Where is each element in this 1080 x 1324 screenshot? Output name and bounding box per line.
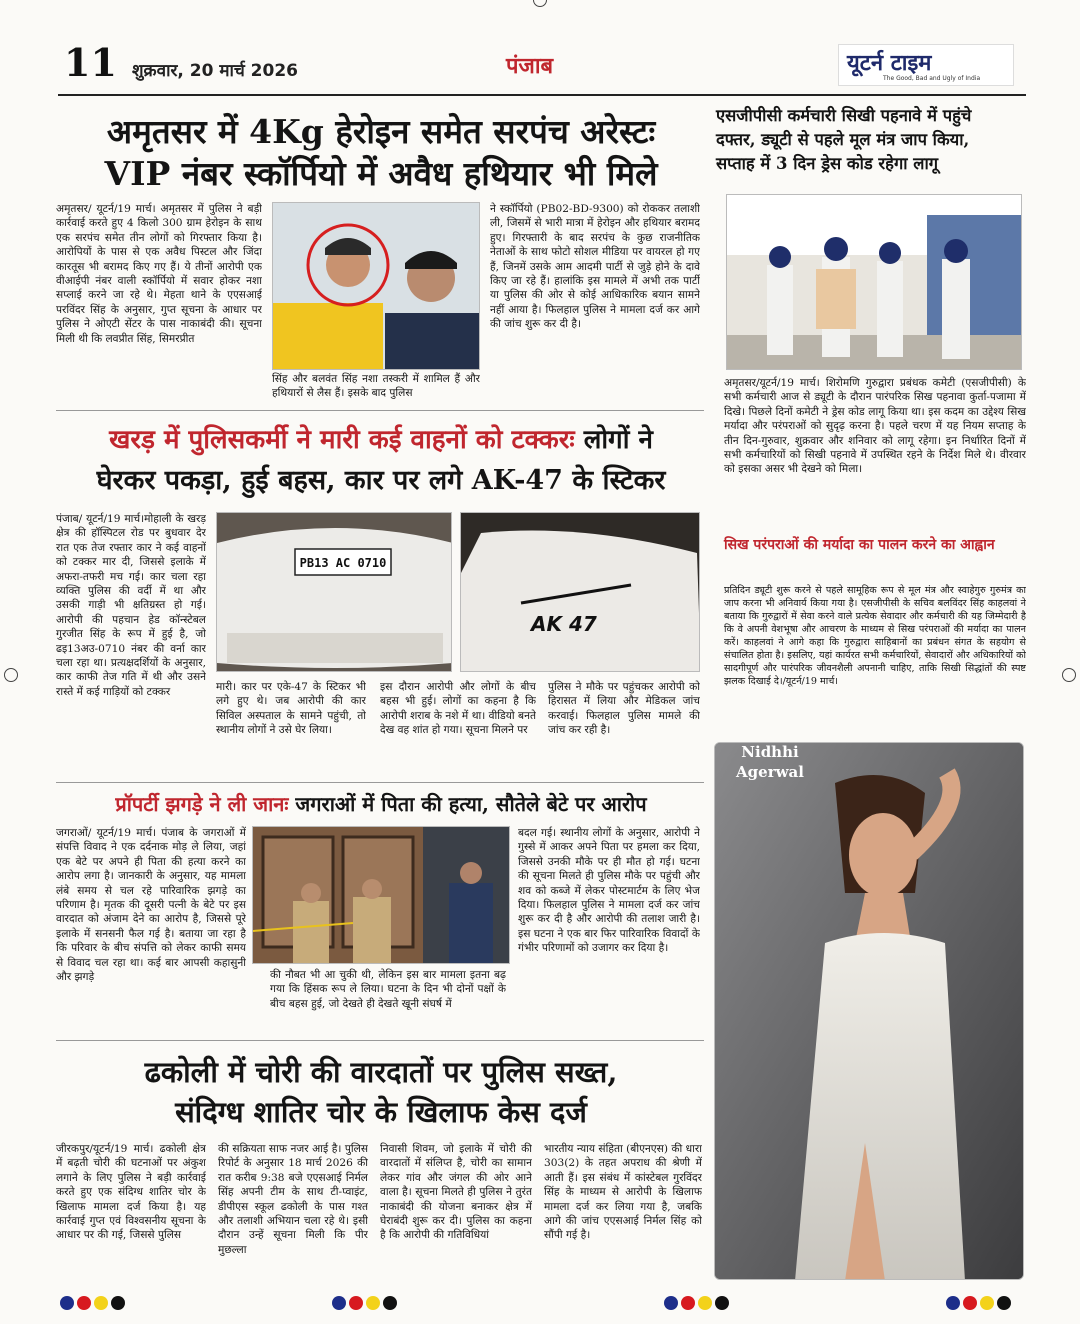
masthead <box>58 40 1026 96</box>
story1-photo-caption-text: सिंह और बलवंत सिंह नशा तस्करी में शामिल हैं और हथियारों से लैस हैं। इसके बाद पुलिस <box>272 373 480 400</box>
story2-photo-sticker <box>460 512 700 672</box>
story-separator <box>56 1040 704 1041</box>
sidebar-subhead: सिख परंपराओं की मर्यादा का पालन करने का आह्वान <box>724 537 995 553</box>
story4-column-2: की सक्रियता साफ नजर आई है। पुलिस रिपोर्ट के अनुसार 18 मार्च 2026 की रात करीब 9:38 बजे एएसआई निर्मल सिंह अपनी टीम के साथ टी-प्वाइंट, डीपीएस स्कूल ढकोली के पास गश्त और तलाशी अभियान चला रहे थे। इसी दौरान उन्हें सूचना मिली कि पीर मुछल्ला <box>218 1143 368 1256</box>
story1-column-3: ने स्कॉर्पियो (PB02-BD-9300) को रोककर तलाशी ली, जिसमें से भारी मात्रा में हेरोइन और हथियार बरामद हुए। गिरफ्तारी के बाद सरपंच के कुछ राजनीतिक नेताओं के साथ फोटो सोशल मीडिया पर वायरल हो गए हैं, जिनमें उसके आम आदमी पार्टी से जुड़े होने के दावे किए जा रहे हैं। हालांकि इस मामले में अभी तक पार्टी या पुलिस की ओर से कोई आधिकारिक बयान सामने नहीं आया है। फिलहाल पुलिस ने मामला दर्ज कर आगे की जांच शुरू कर दी है। <box>490 203 700 331</box>
story3-headline <box>56 790 706 817</box>
story2-column-3: इस दौरान आरोपी और लोगों के बीच बहस भी हुई। लोगों का कहना है कि आरोपी शराब के नशे में था। वीडियो बनते देख वह शांत हो गया। सूचना मिलने पर <box>380 681 536 737</box>
sgpc-photo-art <box>727 195 1022 370</box>
color-dot <box>664 1296 678 1310</box>
sidebar-headline-line3: सप्ताह में 3 दिन ड्रेस कोड रहेगा लागू <box>716 154 939 173</box>
celebrity-photo-art <box>715 743 1024 1280</box>
story3-column-3: बदल गई। स्थानीय लोगों के अनुसार, आरोपी ने गुस्से में आकर अपने पिता पर हमला कर दिया, जिससे उनकी मौके पर ही मौत हो गई। घटना की सूचना मिलते ही पुलिस मौके पर पहुंची और शव को कब्जे में लेकर पोस्टमार्टम के लिए भेज दिया। फिलहाल पुलिस ने मामला दर्ज कर जांच शुरू कर दी है और आरोपी की तलाश जारी है। इस घटना ने एक बार फिर पारिवारिक विवादों के गंभीर परिणामों को उजागर कर दिया है। <box>518 827 700 955</box>
registration-mark-left <box>4 668 18 682</box>
sidebar-headline-line2: दफ्तर, ड्यूटी से पहले मूल मंत्र जाप किया, <box>716 130 970 149</box>
ak47-sticker: AK 47 <box>531 612 597 636</box>
registration-mark-top <box>533 0 547 7</box>
story3-headline-red: प्रॉपर्टी झगड़े ने ली जानः <box>115 792 289 816</box>
masthead-rule <box>58 94 1026 96</box>
story3-column-1: जगराओं/ यूटर्न/19 मार्च। पंजाब के जगराओं में संपत्ति विवाद ने एक दर्दनाक मोड़ ले लिया, जहां एक बेटे पर अपने ही पिता की हत्या करने का आरोप लगा है। जानकारी के अनुसार, यह मामला लंबे समय से चल रहे पारिवारिक झगड़े का परिणाम है। मृतक की दूसरी पत्नी के बेटे पर इस वारदात को अंजाम देने का आरोप है, जिससे पूरे इलाके में सनसनी फैल गई है। बताया जा रहा है कि परिवार के बीच संपत्ति को लेकर काफी समय से विवाद चल रहा था। कई बार आपसी कहासुनी और झगड़े <box>56 827 246 984</box>
story1-headline-line2: VIP नंबर स्कॉर्पियो में अवैध हथियार भी मिले <box>104 154 658 193</box>
color-dots-3 <box>664 1296 729 1310</box>
sidebar-body-1: अमृतसर/यूटर्न/19 मार्च। शिरोमणि गुरुद्वारा प्रबंधक कमेटी (एसजीपीसी) के सभी कर्मचारी आज से ड्यूटी के दौरान पारंपरिक सिख पहनावा कुर्ता-पजामा में दिखे। पिछले दिनों कमेटी ने ड्रेस कोड लागू किया था। इस कदम का उद्देश्य सिख मर्यादा और परंपराओं को सुदृढ़ करना है। पहले चरण में यह नियम सप्ताह के तीन दिन-गुरुवार, शुक्रवार और शनिवार को लागू रहेगा। इन निर्धारित दिनों में सभी कर्मचारियों को सिखी पहनावे में उपस्थित रहने के निर्देश मिले थे। वीरवार को इसका असर भी देखने को मिला। <box>724 377 1026 476</box>
newspaper-logo <box>838 44 1014 86</box>
car-photo-art <box>217 513 452 672</box>
celebrity-name-line1: Nidhhi <box>741 743 799 761</box>
story2-column-4: पुलिस ने मौके पर पहुंचकर आरोपी को हिरासत में लिया और मेडिकल जांच करवाई। फिलहाल पुलिस मामले की जांच कर रही है। <box>548 681 700 737</box>
color-dot <box>681 1296 695 1310</box>
color-dot <box>366 1296 380 1310</box>
story3-headline-black: जगराओं में पिता की हत्या, सौतेले बेटे पर आरोप <box>295 792 647 816</box>
celebrity-name <box>730 742 810 782</box>
sidebar-body-2: प्रतिदिन ड्यूटी शुरू करने से पहले सामूहिक रूप से मूल मंत्र और स्वाहेगुरु गुरुमंत्र का जाप करना भी अनिवार्य किया गया है। एसजीपीसी के सचिव बलविंदर सिंह काहलवां ने बताया कि गुरुद्वारों में सेवा करने वाले प्रत्येक सेवादार और कर्मचारी की यह जिम्मेदारी है कि वे अपनी वेशभूषा और आचरण के माध्यम से सिख परंपराओं की मर्यादा का पालन करें। काहलवां ने आगे कहा कि गुरुद्वारा साहिबानों का प्रबंधन संगत के सहयोग से संचालित होता है। इसलिए, यहां कार्यरत सभी कर्मचारियों, सेवादारों और अधिकारियों को सादगीपूर्ण और पारंपरिक जीवनशैली अपनानी चाहिए, ताकि सिखी सिद्धांतों की स्पष्ट झलक दिखाई दे।/यूटर्न/19 मार्च। <box>724 585 1026 687</box>
color-dot <box>349 1296 363 1310</box>
sticker-photo-art <box>461 513 700 672</box>
story4-column-4: भारतीय न्याय संहिता (बीएनएस) की धारा 303(2) के तहत अपराध की श्रेणी में आती हैं। इस संबंध में कांस्टेबल गुरविंदर सिंह के माध्यम से आरोपी के खिलाफ मामला दर्ज कर लिया गया है, जबकि आगे की जांच एएसआई निर्मल सिंह को सौंपी गई है। <box>544 1143 702 1242</box>
issue-date: शुक्रवार, 20 मार्च 2026 <box>132 61 298 81</box>
story-separator <box>56 782 704 783</box>
story3-photo <box>252 826 510 964</box>
story2-headline-red: खरड़ में पुलिसकर्मी ने मारी कई वाहनों को टक्करः <box>109 425 575 455</box>
color-dot <box>698 1296 712 1310</box>
logo-tagline: The Good, Bad and Ugly of India <box>883 75 981 82</box>
section-name: पंजाब <box>506 54 554 79</box>
color-dots-1 <box>60 1296 125 1310</box>
story3-column-2: की नौबत भी आ चुकी थी, लेकिन इस बार मामला इतना बढ़ गया कि हिंसक रूप ले लिया। घटना के दिन भी दोनों पक्षों के बीच बहस हुई, जो देखते ही देखते खूनी संघर्ष में <box>270 969 506 1010</box>
color-dot <box>332 1296 346 1310</box>
story1-photo-art <box>273 203 480 370</box>
color-dot <box>111 1296 125 1310</box>
story4-column-1: जीरकपुर/यूटर्न/19 मार्च। ढकोली क्षेत्र में बढ़ती चोरी की घटनाओं पर अंकुश लगाने के लिए पुलिस ने बड़ी कार्रवाई करते हुए एक संदिग्ध शातिर चोर के खिलाफ मामला दर्ज किया है। यह कार्रवाई गुप्त एवं विश्वसनीय सूचना के आधार पर की गई, जिससे पुलिस <box>56 1143 206 1242</box>
color-dots-2 <box>332 1296 397 1310</box>
logo-text: यूटर्न टाइम <box>847 51 932 76</box>
story2-photo-car-front <box>216 512 452 672</box>
sidebar-headline-line1: एसजीपीसी कर्मचारी सिखी पहनावे में पहुंचे <box>716 106 972 125</box>
color-dots-4 <box>946 1296 1011 1310</box>
story1-headline-line1: अमृतसर में 4Kg हेरोइन समेत सरपंच अरेस्टः <box>106 112 656 151</box>
page-number: 11 <box>64 40 117 85</box>
color-dot <box>94 1296 108 1310</box>
story1-column-1: अमृतसर/ यूटर्न/19 मार्च। अमृतसर में पुलिस ने बड़ी कार्रवाई करते हुए 4 किलो 300 ग्राम हेरोइन के साथ एक सरपंच समेत तीन लोगों को गिरफ्तार किया है। आरोपियों के पास से एक अवैध पिस्टल और जिंदा कारतूस भी बरामद किए गए हैं। ये तीनों आरोपी एक वीआईपी नंबर वाली स्कॉर्पियो में सवार होकर नशा सप्लाई करने जा रहे थे। मेहता थाने के एएसआई परविंदर सिंह के अनुसार, गुप्त सूचना के आधार पर पुलिस ने ओएटी सेंटर के पास नाकाबंदी की। सूचना मिली थी कि लवप्रीत सिंह, सिमरप्रीत <box>56 203 262 345</box>
crime-scene-photo-art <box>253 827 510 964</box>
story1-photo <box>272 202 480 370</box>
story4-column-3: निवासी शिवम, जो इलाके में चोरी की वारदातों में संलिप्त है, चोरी का सामान लेकर गांव और जंगल की ओर आने वाला है। सूचना मिलते ही पुलिस ने तुरंत नाकाबंदी की योजना बनाकर क्षेत्र में घेराबंदी शुरू कर दी। पुलिस का कहना है कि आरोपी की गतिविधियां <box>380 1143 532 1242</box>
story2-column-1: पंजाब/ यूटर्न/19 मार्च।मोहाली के खरड़ क्षेत्र की हॉस्पिटल रोड पर बुधवार देर रात एक तेज रफ्तार कार ने कई वाहनों को टक्कर मार दी, जिससे इलाके में अफरा-तफरी मच गई। कार चला रहा व्यक्ति पुलिस की वर्दी में था और उसकी गाड़ी भी क्षतिग्रस्त हो गई। आरोपी की पहचान हेड कॉन्स्टेबल गुरजीत सिंह के रूप में हुई है, जो ढइ13अउ-0710 नंबर की वर्ना कार चला रहा था। प्रत्यक्षदर्शियों के अनुसार, कार काफी तेज गति में थी और उसने रास्ते में कई गाड़ियों को टक्कर <box>56 513 206 698</box>
story-separator <box>56 410 704 411</box>
color-dot <box>963 1296 977 1310</box>
story2-column-2: मारी। कार पर एके-47 के स्टिकर भी लगे हुए थे। जब आरोपी की कार सिविल अस्पताल के सामने पहुंची, तो स्थानीय लोगों ने उसे घेर लिया। <box>216 681 366 737</box>
sidebar-headline <box>716 104 1028 176</box>
story2-headline-line2: घेरकर पकड़ा, हुई बहस, कार पर लगे AK-47 के स्टिकर <box>96 465 666 496</box>
sidebar-photo <box>726 194 1022 370</box>
celebrity-photo <box>714 742 1024 1280</box>
story4-headline-line1: ढकोली में चोरी की वारदातों पर पुलिस सख्त, <box>144 1055 618 1089</box>
story2-headline-black: लोगों ने <box>583 425 653 455</box>
color-dot <box>997 1296 1011 1310</box>
color-dot <box>715 1296 729 1310</box>
color-dot <box>383 1296 397 1310</box>
color-dot <box>60 1296 74 1310</box>
story4-headline-line2: संदिग्ध शातिर चोर के खिलाफ केस दर्ज <box>175 1095 587 1129</box>
color-dot <box>946 1296 960 1310</box>
story2-headline-line1 <box>56 420 706 456</box>
celebrity-name-line2: Agerwal <box>736 763 804 781</box>
color-dot <box>980 1296 994 1310</box>
registration-mark-right <box>1062 668 1076 682</box>
car-plate: PB13 AC 0710 <box>299 556 387 570</box>
color-dot <box>77 1296 91 1310</box>
